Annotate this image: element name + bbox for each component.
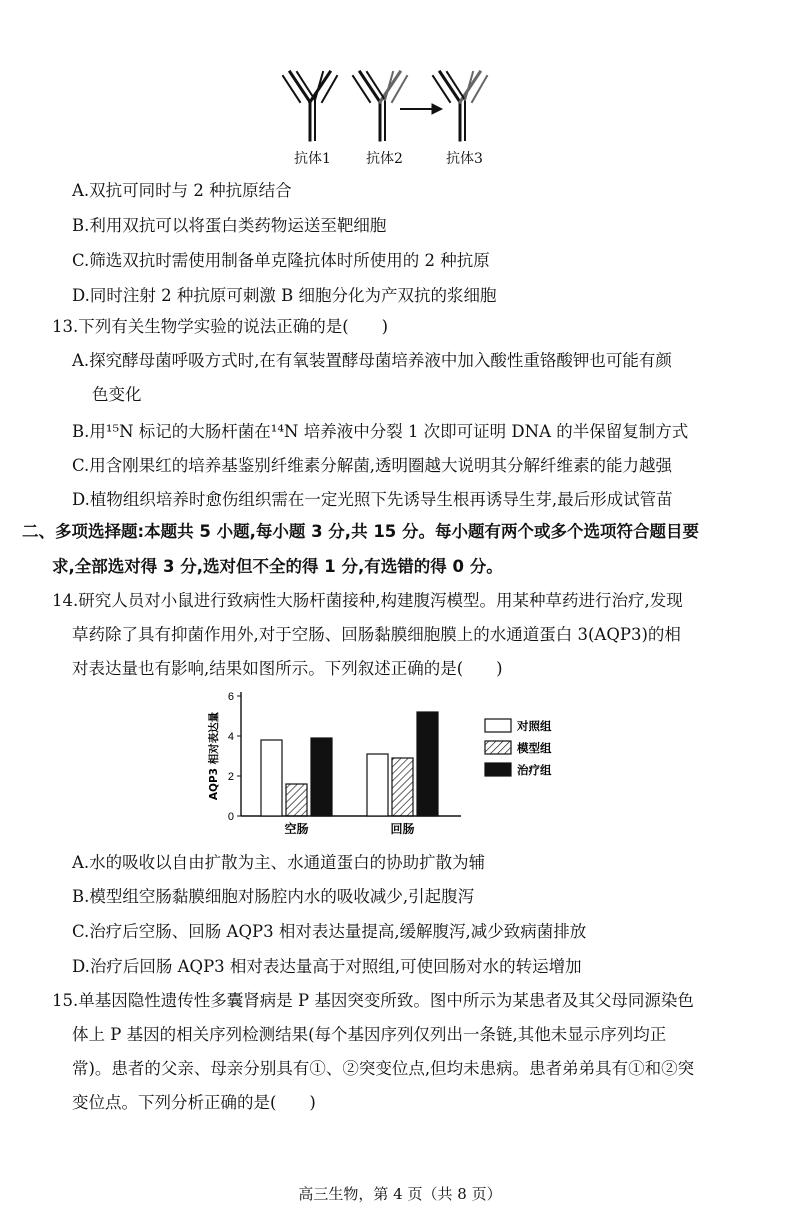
bar-回肠-对照组	[367, 754, 388, 816]
q14-stem-line2: 草药除了具有抑菌作用外,对于空肠、回肠黏膜细胞膜上的水通道蛋白 3(AQP3)的相	[72, 625, 681, 644]
q13-option-b: B.用¹⁵N 标记的大肠杆菌在¹⁴N 培养液中分裂 1 次即可证明 DNA 的半保留复制方式	[72, 422, 689, 441]
x-tick-label: 空肠	[284, 822, 309, 836]
bar-回肠-治疗组	[417, 712, 438, 816]
q12-option-d: D.同时注射 2 种抗原可刺激 B 细胞分化为产双抗的浆细胞	[72, 286, 497, 305]
antibody-1-label: 抗体1	[294, 151, 331, 167]
y-tick-label: 2	[227, 771, 234, 783]
q14-option-b: B.模型组空肠黏膜细胞对肠腔内水的吸收减少,引起腹泻	[72, 887, 475, 906]
legend-swatch-模型组	[485, 741, 511, 754]
bar-空肠-治疗组	[311, 738, 332, 816]
arrow-icon	[400, 104, 442, 114]
q13-option-a-cont: 色变化	[92, 385, 142, 404]
q15-stem-line1: 15.单基因隐性遗传性多囊肾病是 P 基因突变所致。图中所示为某患者及其父母同源染色	[52, 991, 694, 1010]
bar-回肠-模型组	[392, 758, 413, 816]
q13-stem: 13.下列有关生物学实验的说法正确的是( )	[52, 317, 389, 336]
q14-option-d: D.治疗后回肠 AQP3 相对表达量高于对照组,可使回肠对水的转运增加	[72, 957, 582, 976]
q15-stem-line2: 体上 P 基因的相关序列检测结果(每个基因序列仅列出一条链,其他未显示序列均正	[72, 1025, 667, 1044]
antibody-3-drawing	[433, 72, 487, 140]
q12-option-b: B.利用双抗可以将蛋白类药物运送至靶细胞	[72, 216, 387, 235]
x-tick-label: 回肠	[390, 822, 415, 836]
legend-label-治疗组: 治疗组	[517, 763, 552, 777]
legend-label-模型组: 模型组	[517, 741, 552, 755]
q14-option-c: C.治疗后空肠、回肠 AQP3 相对表达量提高,缓解腹泻,减少致病菌排放	[72, 922, 587, 941]
q12-option-a: A.双抗可同时与 2 种抗原结合	[72, 181, 292, 200]
y-tick-label: 6	[227, 691, 234, 703]
q14-stem-line1: 14.研究人员对小鼠进行致病性大肠杆菌接种,构建腹泻模型。用某种草药进行治疗,发现	[52, 591, 683, 610]
section2-heading-line1: 二、多项选择题:本题共 5 小题,每小题 3 分,共 15 分。每小题有两个或多个选项符合题目要	[22, 522, 700, 541]
antibody-2-drawing	[353, 72, 407, 140]
y-axis-label: AQP3 相对表达量	[208, 711, 220, 801]
q12-option-c: C.筛选双抗时需使用制备单克隆抗体时所使用的 2 种抗原	[72, 251, 490, 270]
legend-label-对照组: 对照组	[517, 719, 552, 733]
q13-option-d: D.植物组织培养时愈伤组织需在一定光照下先诱导生根再诱导生芽,最后形成试管苗	[72, 490, 673, 509]
q15-stem-line3: 常)。患者的父亲、母亲分别具有①、②突变位点,但均未患病。患者弟弟具有①和②突	[72, 1059, 695, 1078]
antibody-1-drawing	[283, 72, 337, 140]
y-tick-label: 0	[227, 811, 234, 823]
antibody-2-label: 抗体2	[366, 151, 403, 167]
q13-option-c: C.用含刚果红的培养基鉴别纤维素分解菌,透明圈越大说明其分解纤维素的能力越强	[72, 456, 673, 475]
aqp3-bar-chart	[195, 688, 615, 838]
bar-空肠-对照组	[261, 740, 282, 816]
legend-swatch-治疗组	[485, 763, 511, 776]
aqp3-chart	[195, 688, 615, 842]
y-tick-label: 4	[227, 731, 234, 743]
q13-option-a: A.探究酵母菌呼吸方式时,在有氧装置酵母菌培养液中加入酸性重铬酸钾也可能有颜	[72, 351, 672, 370]
antibody-3-label: 抗体3	[446, 151, 483, 167]
bar-空肠-模型组	[286, 784, 307, 816]
section2-heading-line2: 求,全部选对得 3 分,选对但不全的得 1 分,有选错的得 0 分。	[52, 557, 503, 576]
legend-swatch-对照组	[485, 719, 511, 732]
page-footer: 高三生物，第 4 页（共 8 页）	[298, 1185, 502, 1203]
q14-stem-line3: 对表达量也有影响,结果如图所示。下列叙述正确的是( )	[72, 659, 503, 678]
q15-stem-line4: 变位点。下列分析正确的是( )	[72, 1093, 316, 1112]
q14-option-a: A.水的吸收以自由扩散为主、水通道蛋白的协助扩散为辅	[72, 853, 486, 872]
